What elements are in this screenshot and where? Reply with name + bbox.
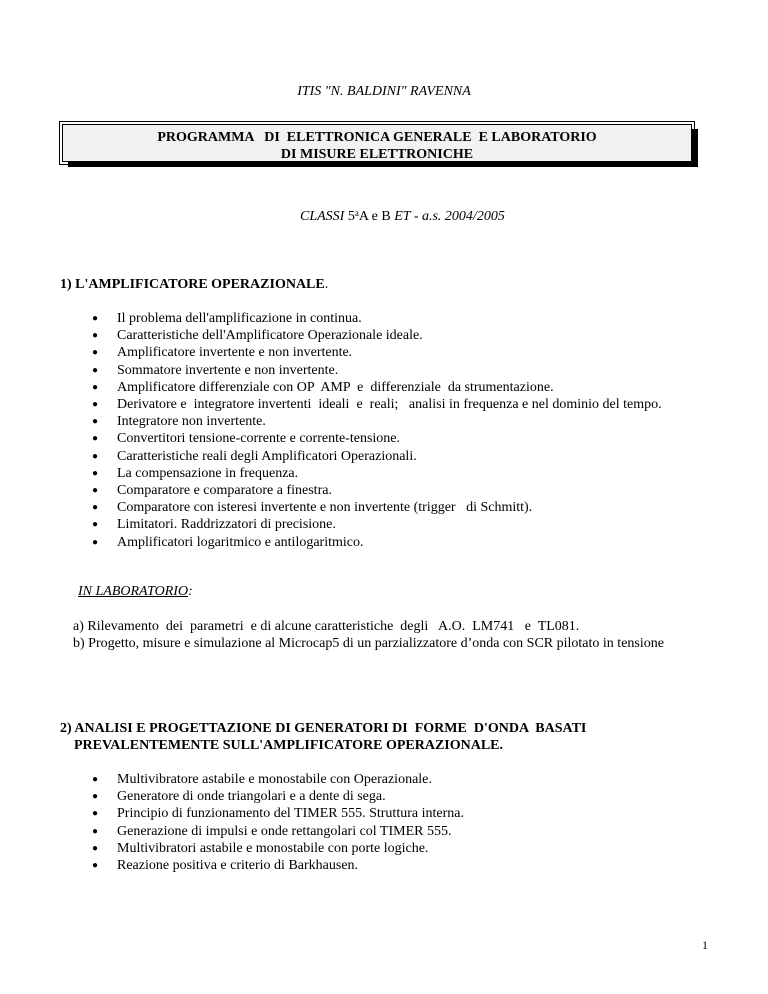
lab-activity-list xyxy=(73,618,697,652)
list-item xyxy=(92,344,697,361)
section-2-heading-line-1: 2) ANALISI E PROGETTAZIONE DI GENERATORI DI FORME D'ONDA BASATI xyxy=(60,721,587,736)
list-item-text: Integratore non invertente. xyxy=(117,414,266,430)
list-item xyxy=(92,379,697,396)
list-item xyxy=(92,482,697,499)
lab-heading-text: IN LABORATORIO xyxy=(78,584,189,599)
list-item xyxy=(92,840,697,857)
list-item-text: Principio di funzionamento del TIMER 555. Struttura interna. xyxy=(117,806,464,822)
bullet-dot-icon: ● xyxy=(92,381,99,393)
list-item xyxy=(92,362,697,379)
lab-item: a) Rilevamento dei parametri e di alcune caratteristiche degli A.O. LM741 e TL081. xyxy=(73,619,580,634)
bullet-dot-icon: ● xyxy=(92,313,99,324)
list-item-text: Derivatore e integratore invertenti ideali e reali; analisi in frequenza e nel dominio del tempo. xyxy=(117,397,662,413)
list-item-text: La compensazione in frequenza. xyxy=(117,465,299,481)
lab-heading-colon: : xyxy=(188,584,193,599)
list-item xyxy=(92,396,697,413)
bullet-dot-icon: ● xyxy=(92,467,99,479)
list-item-text: Multivibratori astabile e monostabile con porte logiche. xyxy=(117,840,429,856)
list-item-text: Reazione positiva e criterio di Barkhausen. xyxy=(117,858,359,874)
list-item xyxy=(92,499,697,516)
list-item-text: Amplificatori logaritmico e antilogaritmico. xyxy=(117,534,364,550)
list-item-text: Caratteristiche dell'Amplificatore Operazionale ideale. xyxy=(117,328,423,344)
bullet-dot-icon: ● xyxy=(92,791,99,803)
page-number: 1 xyxy=(702,938,708,952)
bullet-dot-icon: ● xyxy=(92,825,99,837)
bullet-dot-icon: ● xyxy=(92,842,99,854)
list-item xyxy=(92,805,697,822)
class-number: 5 xyxy=(347,209,355,224)
list-item xyxy=(92,516,697,533)
list-item-text: Generazione di impulsi e onde rettangolari col TIMER 555. xyxy=(117,823,452,839)
list-item xyxy=(92,465,697,482)
list-item xyxy=(92,413,697,430)
bullet-dot-icon: ● xyxy=(92,774,99,785)
program-title-line-2: DI MISURE ELETTRONICHE xyxy=(280,147,474,162)
list-item xyxy=(92,788,697,805)
section-2-heading xyxy=(60,720,586,754)
bullet-dot-icon: ● xyxy=(92,485,99,497)
bullet-dot-icon: ● xyxy=(92,416,99,428)
list-item-text: Generatore di onde triangolari e a dente di sega. xyxy=(117,789,386,805)
list-item-text: Amplificatore invertente e non invertente. xyxy=(117,345,353,361)
list-item-text: Comparatore e comparatore a finestra. xyxy=(117,483,332,499)
section-2-heading-line-2: PREVALENTEMENTE SULL'AMPLIFICATORE OPERAZIONALE. xyxy=(74,738,504,753)
bullet-dot-icon: ● xyxy=(92,502,99,514)
bullet-dot-icon: ● xyxy=(92,808,99,820)
list-item xyxy=(92,823,697,840)
list-item-text: Comparatore con isteresi invertente e non invertente (trigger di Schmitt). xyxy=(117,500,533,516)
class-label: CLASSI xyxy=(300,209,345,224)
list-item xyxy=(92,327,697,344)
class-info xyxy=(300,208,505,225)
bullet-dot-icon: ● xyxy=(92,519,99,531)
bullet-dot-icon: ● xyxy=(92,450,99,462)
class-ordinal: a xyxy=(354,208,359,218)
bullet-dot-icon: ● xyxy=(92,536,99,548)
bullet-dot-icon: ● xyxy=(92,399,99,411)
section-2-topic-list xyxy=(92,771,697,874)
list-item-text: Convertitori tensione-corrente e corrente-tensione. xyxy=(117,431,400,447)
program-title-box xyxy=(62,124,692,162)
list-item xyxy=(92,430,697,447)
bullet-dot-icon: ● xyxy=(92,433,99,445)
list-item xyxy=(92,534,697,551)
section-1-heading-text: 1) L'AMPLIFICATORE OPERAZIONALE xyxy=(60,277,325,292)
list-item-text: Limitatori. Raddrizzatori di precisione. xyxy=(117,517,336,533)
bullet-dot-icon: ● xyxy=(92,347,99,359)
school-name: ITIS "N. BALDINI" RAVENNA xyxy=(297,84,471,99)
lab-item: b) Progetto, misure e simulazione al Microcap5 di un parzializzatore d’onda con SCR pilotato in tensione xyxy=(73,636,664,652)
list-item-text: Sommatore invertente e non invertente. xyxy=(117,362,339,378)
list-item-text: Caratteristiche reali degli Amplificatori Operazionali. xyxy=(117,448,417,464)
class-sections: A e B xyxy=(358,209,391,224)
bullet-dot-icon: ● xyxy=(92,364,99,376)
lab-heading xyxy=(78,584,193,600)
list-item xyxy=(92,448,697,465)
list-item-text: Amplificatore differenziale con OP AMP e differenziale da strumentazione. xyxy=(117,379,554,395)
list-item-text: Il problema dell'amplificazione in continua. xyxy=(117,311,362,326)
list-item xyxy=(92,310,697,327)
bullet-dot-icon: ● xyxy=(92,860,99,872)
program-title-line-1: PROGRAMMA DI ELETTRONICA GENERALE E LABORATORIO xyxy=(157,130,597,145)
list-item xyxy=(92,857,697,874)
list-item-text: Multivibratore astabile e monostabile con Operazionale. xyxy=(117,772,432,787)
list-item xyxy=(92,771,697,788)
section-1-topic-list xyxy=(92,310,697,551)
class-year: ET - a.s. 2004/2005 xyxy=(394,209,505,224)
section-1-heading-period: . xyxy=(324,277,329,292)
section-1-heading xyxy=(60,276,328,293)
bullet-dot-icon: ● xyxy=(92,330,99,342)
